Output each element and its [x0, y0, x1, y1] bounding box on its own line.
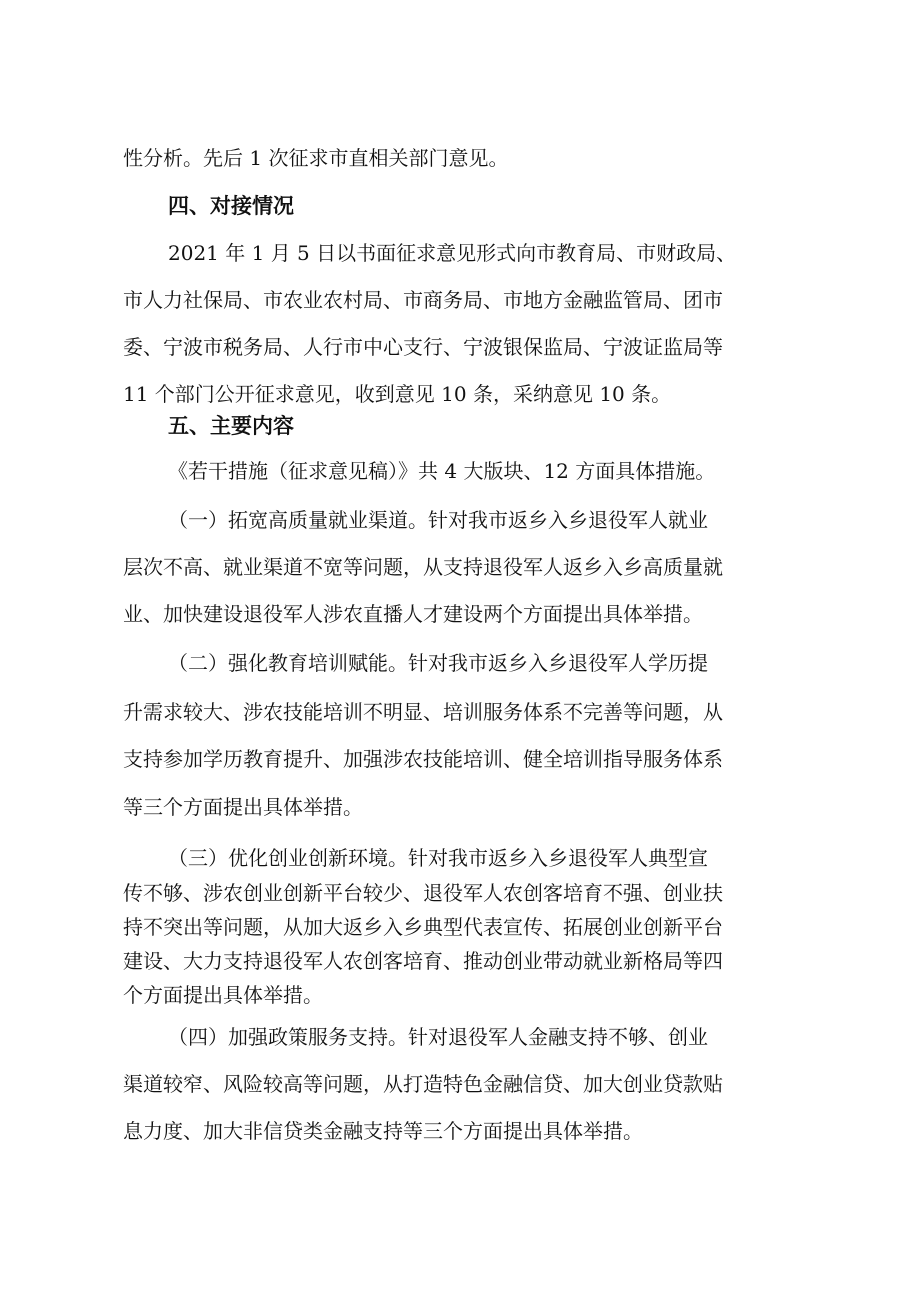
section-heading-docking: 四、对接情况: [168, 194, 294, 218]
docking-paragraph-line-3: 委、宁波市税务局、人行市中心支行、宁波银保监局、宁波证监局等: [123, 335, 723, 359]
main-content-intro-line: 《若干措施（征求意见稿）》共 4 大版块、12 方面具体措施。: [168, 459, 716, 483]
measure-3-line-1: （三）优化创业创新环境。针对我市返乡入乡退役军人典型宣: [168, 846, 708, 870]
measure-3-line-5: 个方面提出具体举措。: [123, 983, 323, 1007]
measure-2-line-4: 等三个方面提出具体举措。: [123, 795, 363, 819]
measure-1-line-2: 层次不高、就业渠道不宽等问题，从支持退役军人返乡入乡高质量就: [123, 555, 723, 579]
measure-4-line-1: （四）加强政策服务支持。针对退役军人金融支持不够、创业: [168, 1025, 708, 1049]
docking-paragraph-line-2: 市人力社保局、市农业农村局、市商务局、市地方金融监管局、团市: [123, 288, 723, 312]
measure-3-line-4: 建设、大力支持退役军人农创客培育、推动创业带动就业新格局等四: [123, 949, 723, 973]
measure-1-line-3: 业、加快建设退役军人涉农直播人才建设两个方面提出具体举措。: [123, 602, 703, 626]
measure-1-line-1: （一）拓宽高质量就业渠道。针对我市返乡入乡退役军人就业: [168, 508, 708, 532]
docking-paragraph-line-4: 11 个部门公开征求意见，收到意见 10 条，采纳意见 10 条。: [123, 382, 672, 406]
measure-2-line-3: 支持参加学历教育提升、加强涉农技能培训、健全培训指导服务体系: [123, 747, 723, 771]
measure-4-line-3: 息力度、加大非信贷类金融支持等三个方面提出具体举措。: [123, 1119, 643, 1143]
measure-2-line-1: （二）强化教育培训赋能。针对我市返乡入乡退役军人学历提: [168, 651, 708, 675]
measure-3-line-2: 传不够、涉农创业创新平台较少、退役军人农创客培育不强、创业扶: [123, 881, 723, 905]
section-heading-main-content: 五、主要内容: [168, 414, 294, 438]
measure-4-line-2: 渠道较窄、风险较高等问题，从打造特色金融信贷、加大创业贷款贴: [123, 1072, 723, 1096]
docking-paragraph-line-1: 2021 年 1 月 5 日以书面征求意见形式向市教育局、市财政局、: [168, 241, 737, 265]
section3-tail-line: 性分析。先后 1 次征求市直相关部门意见。: [123, 146, 509, 170]
measure-2-line-2: 升需求较大、涉农技能培训不明显、培训服务体系不完善等问题，从: [123, 700, 723, 724]
measure-3-line-3: 持不突出等问题，从加大返乡入乡典型代表宣传、拓展创业创新平台: [123, 915, 723, 939]
